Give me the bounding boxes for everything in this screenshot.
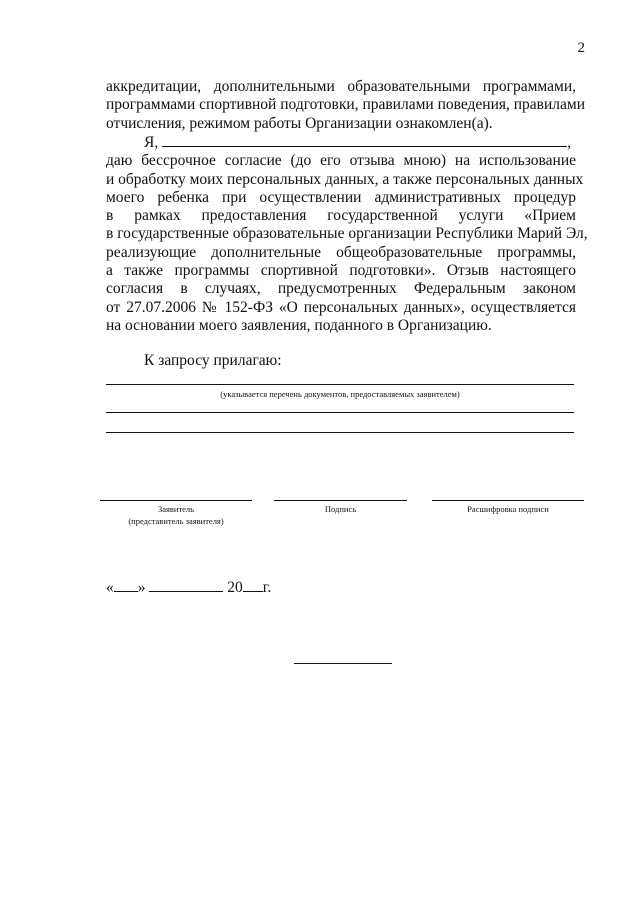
text-line: аккредитации, дополнительными образовательными программами, xyxy=(106,78,576,95)
month-field[interactable] xyxy=(149,578,223,592)
attachments-title: К запросу прилагаю: xyxy=(144,352,282,369)
end-separator-line xyxy=(294,663,392,664)
attachments-field-3[interactable] xyxy=(106,432,574,433)
attachments-hint: (указывается перечень документов, предоставляемых заявителем) xyxy=(220,389,460,399)
date-line xyxy=(106,578,271,597)
full-name-field[interactable] xyxy=(162,132,567,147)
paragraph-familiarization xyxy=(106,78,586,133)
year-suffix: г. xyxy=(262,579,272,596)
text-line: моего ребенка при осуществлении административных процедур xyxy=(106,188,576,206)
year-field[interactable] xyxy=(243,578,263,592)
decryption-field[interactable] xyxy=(432,500,584,501)
text-line: на основании моего заявления, поданного в Организацию. xyxy=(106,316,492,334)
date-close-quote: » xyxy=(137,579,146,596)
year-prefix: 20 xyxy=(227,579,243,596)
text-line: в рамках предоставления государственной услуги «Прием xyxy=(106,207,576,225)
text-line: даю бессрочное согласие (до его отзыва мною) на использование xyxy=(106,152,576,170)
comma: , xyxy=(567,134,571,151)
text-line: отчисления, режимом работы Организации ознакомлен(а). xyxy=(106,114,493,132)
text-line: согласия в случаях, предусмотренных Федеральным законом xyxy=(106,280,576,298)
signature-field[interactable] xyxy=(274,500,407,501)
text-line: и обработку моих персональных данных, а также персональных данных xyxy=(106,170,584,188)
decryption-label: Расшифровка подписи xyxy=(467,504,549,514)
name-line xyxy=(106,132,576,152)
signature-label: Подпись xyxy=(324,504,357,514)
text-line: в государственные образовательные организации Республики Марий Эл, xyxy=(106,225,588,243)
text-line: реализующие дополнительные общеобразовательные программы, xyxy=(106,243,576,261)
applicant-sublabel: (представитель заявителя) xyxy=(128,516,224,526)
attachments-field-1[interactable] xyxy=(106,384,574,385)
applicant-field[interactable] xyxy=(100,500,252,501)
text-line: а также программы спортивной подготовки». Отзыв настоящего xyxy=(106,262,576,280)
applicant-label: Заявитель xyxy=(157,504,195,514)
pronoun-label: Я, xyxy=(144,134,159,151)
text-line: программами спортивной подготовки, правилами поведения, правилами xyxy=(106,96,586,114)
day-field[interactable] xyxy=(114,578,138,592)
paragraph-consent xyxy=(106,132,588,335)
date-open-quote: « xyxy=(106,579,114,596)
text-line: от 27.07.2006 № 152-ФЗ «О персональных данных», осуществляется xyxy=(106,298,576,316)
attachments-field-2[interactable] xyxy=(106,412,574,413)
page-number: 2 xyxy=(577,40,585,56)
